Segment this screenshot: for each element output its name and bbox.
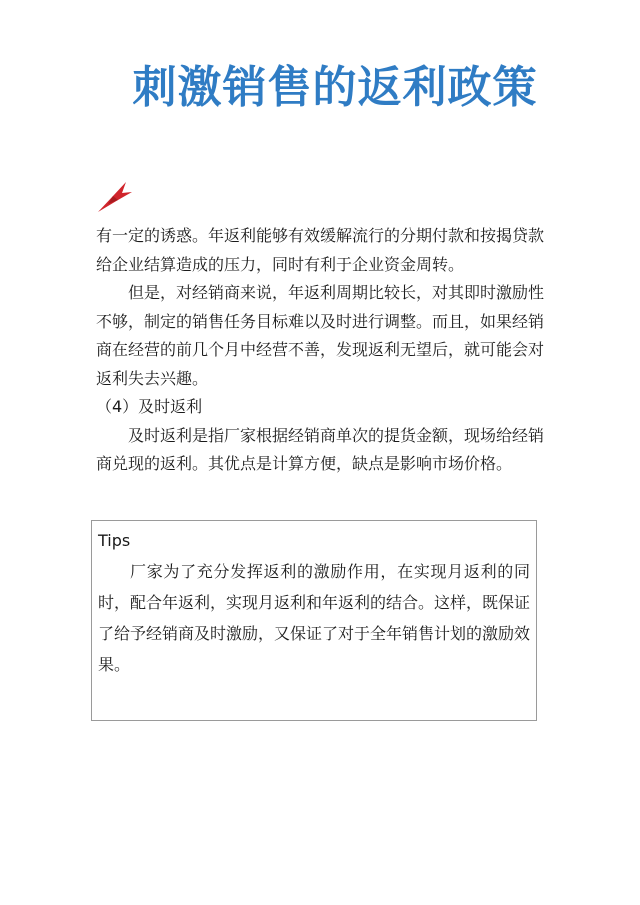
tips-text: 厂家为了充分发挥返利的激励作用，在实现月返利的同时，配合年返利，实现月返利和年返利的结合。这样，既保证了给予经销商及时激励，又保证了对于全年销售计划的激励效果。 — [98, 562, 531, 674]
page-title: 刺激销售的返利政策 — [132, 62, 538, 113]
paragraph: 有一定的诱惑。年返利能够有效缓解流行的分期付款和按揭贷款给企业结算造成的压力，同时有利于企业资金周转。 — [96, 226, 545, 274]
section-heading: （4）及时返利 — [96, 397, 203, 416]
bird-icon — [96, 178, 134, 216]
body-text — [96, 222, 544, 479]
tips-label: Tips — [98, 531, 131, 550]
tips-box — [91, 520, 537, 721]
paragraph: 及时返利是指厂家根据经销商单次的提货金额，现场给经销商兑现的返利。其优点是计算方便，缺点是影响市场价格。 — [96, 425, 545, 473]
paragraph: 但是，对经销商来说，年返利周期比较长，对其即时激励性不够，制定的销售任务目标难以及时进行调整。而且，如果经销商在经营的前几个月中经营不善，发现返利无望后，就可能会对返利失去兴趣。 — [96, 283, 545, 388]
